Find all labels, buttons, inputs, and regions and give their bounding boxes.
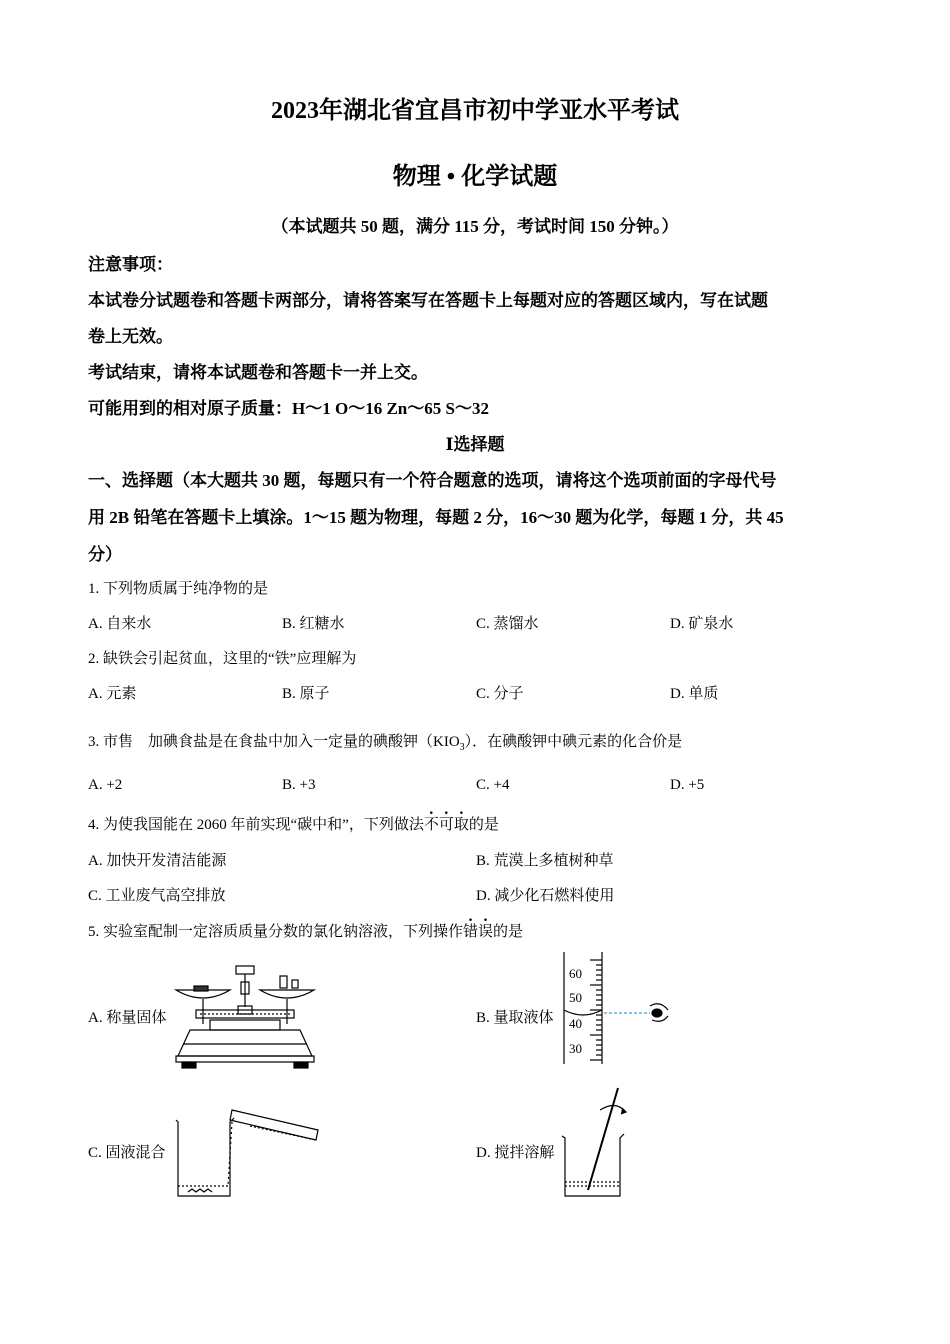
question-stem: 2. 缺铁会引起贫血，这里的“铁”应理解为 <box>88 651 357 667</box>
exam-note: （本试题共 50 题，满分 115 分，考试时间 150 分钟。） <box>271 217 679 236</box>
notice-line: 考试结束，请将本试题卷和答题卡一并上交。 <box>88 363 428 382</box>
option-a: A. +2 <box>88 777 123 793</box>
question-stem: 3. 市售 加碘食盐是在食盐中加入一定量的碘酸钾$(KIO_3)$．在碘酸钾中碘元素的化合价是 <box>88 734 683 753</box>
option-a: A. 元素 <box>88 686 137 702</box>
balance-figure <box>170 962 320 1070</box>
option-d: D. 单质 <box>670 686 719 702</box>
scale-label: 40 <box>569 1016 582 1031</box>
option-d: D. 搅拌溶解 <box>476 1145 555 1161</box>
option-b: B. 荒漠上多植树种草 <box>476 853 614 869</box>
option-d: D. 矿泉水 <box>670 616 734 632</box>
section-intro: 用 2B 铅笔在答题卡上填涂。1～15 题为物理，每题 2 分，16～30 题为化学，每题 1 分，共 45 <box>88 508 784 527</box>
option-a: A. 称量固体 <box>88 1010 167 1026</box>
option-c: C. +4 <box>476 777 510 793</box>
stirring-figure <box>560 1086 640 1198</box>
page-subtitle: 物理 • 化学试题 <box>392 164 558 190</box>
option-c: C. 工业废气高空排放 <box>88 888 226 904</box>
scale-label: 50 <box>569 990 582 1005</box>
section-intro: 分） <box>88 545 122 564</box>
question-stem: 4. 为使我国能在 2060 年前实现“碳中和”，下列做法不可取的是 <box>88 817 499 833</box>
notice-line: 卷上无效。 <box>88 327 173 346</box>
section-intro: 一、选择题（本大题共 30 题，每题只有一个符合题意的选项，请将这个选项前面的字母代号 <box>88 471 777 490</box>
option-b: B. +3 <box>282 777 316 793</box>
atomic-mass-line: 可能用到的相对原子质量：H～1 O～16 Zn～65 S～32 <box>88 399 489 418</box>
option-b: B. 量取液体 <box>476 1010 554 1026</box>
question-stem: 1. 下列物质属于纯净物的是 <box>88 581 269 597</box>
option-b: B. 原子 <box>282 686 330 702</box>
option-a: A. 加快开发清洁能源 <box>88 853 227 869</box>
option-d: D. +5 <box>670 777 705 793</box>
page-title: 2023年湖北省宜昌市初中学亚水平考试 <box>271 98 679 124</box>
option-c: C. 固液混合 <box>88 1145 166 1161</box>
scale-label: 60 <box>569 966 582 981</box>
notice-heading: 注意事项： <box>88 255 173 274</box>
scale-label: 30 <box>569 1041 582 1056</box>
option-b: B. 红糖水 <box>282 616 345 632</box>
section-title: Ⅰ选择题 <box>445 435 505 454</box>
pouring-figure <box>170 1100 320 1200</box>
option-c: C. 分子 <box>476 686 524 702</box>
option-a: A. 自来水 <box>88 616 152 632</box>
question-stem: 5. 实验室配制一定溶质质量分数的氯化钠溶液，下列操作错误的是 <box>88 924 524 940</box>
option-c: C. 蒸馏水 <box>476 616 539 632</box>
notice-line: 本试卷分试题卷和答题卡两部分，请将答案写在答题卡上每题对应的答题区域内，写在试题 <box>88 291 768 310</box>
option-d: D. 减少化石燃料使用 <box>476 888 615 904</box>
